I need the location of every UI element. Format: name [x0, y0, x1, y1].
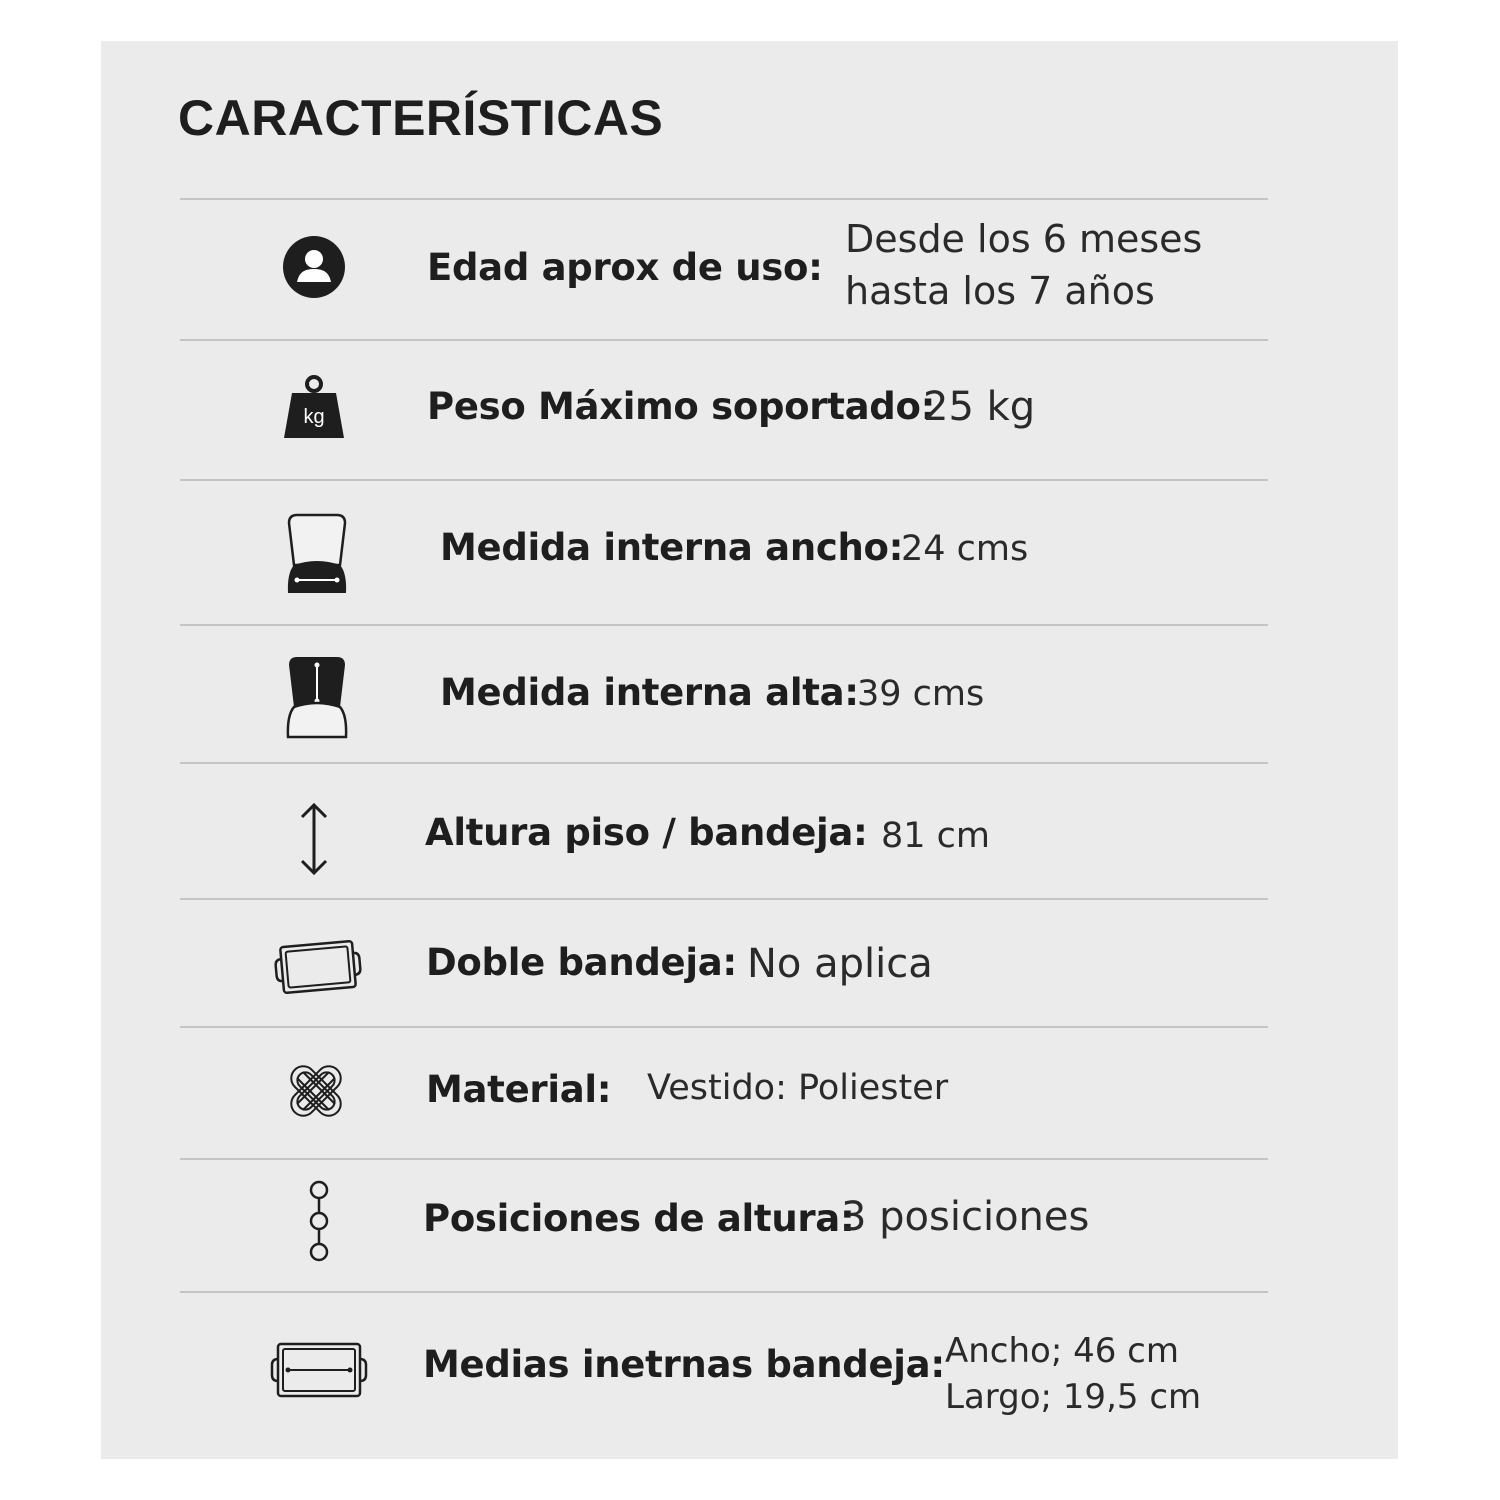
feature-label: Edad aprox de uso:: [427, 246, 823, 289]
feature-label: Posiciones de altura:: [423, 1197, 855, 1240]
divider: [180, 479, 1268, 481]
svg-text:kg: kg: [303, 406, 325, 428]
feature-label: Peso Máximo soportado:: [427, 385, 936, 428]
divider: [180, 1158, 1268, 1160]
feature-value-line: Largo; 19,5 cm: [945, 1377, 1202, 1417]
feature-value: No aplica: [747, 941, 933, 987]
feature-value: Vestido: Poliester: [647, 1068, 949, 1108]
feature-label: Medida interna ancho:: [440, 526, 904, 569]
vertical-arrow-icon: [298, 802, 330, 876]
feature-value: 3 posiciones: [841, 1194, 1090, 1240]
divider: [180, 339, 1268, 341]
tray-dimensions-icon: [270, 1341, 368, 1399]
feature-value: 81 cm: [881, 816, 990, 856]
seat-width-icon: [285, 513, 349, 597]
feature-value: [945, 1328, 1201, 1420]
feature-value-line: Desde los 6 meses: [845, 217, 1203, 261]
divider: [180, 1291, 1268, 1293]
height-positions-icon: [307, 1180, 331, 1264]
feature-label: Medias inetrnas bandeja:: [423, 1343, 945, 1386]
feature-value: [845, 213, 1202, 317]
feature-value-line: Ancho; 46 cm: [945, 1331, 1179, 1371]
feature-value: 24 cms: [901, 529, 1029, 569]
features-panel: [101, 41, 1398, 1459]
feature-label: Medida interna alta:: [440, 671, 859, 714]
divider: [180, 198, 1268, 200]
fabric-knot-icon: [283, 1058, 349, 1124]
feature-value: 39 cms: [857, 674, 985, 714]
feature-label: Doble bandeja:: [426, 941, 737, 984]
divider: [180, 762, 1268, 764]
feature-value: 25 kg: [923, 384, 1036, 430]
person-icon: [283, 236, 345, 298]
page-title: CARACTERÍSTICAS: [178, 90, 664, 146]
tray-icon: [274, 936, 362, 998]
feature-value-line: hasta los 7 años: [845, 269, 1155, 313]
feature-label: Material:: [426, 1068, 612, 1111]
weight-kg-icon: [283, 375, 345, 439]
divider: [180, 624, 1268, 626]
seat-height-icon: [285, 655, 349, 741]
divider: [180, 898, 1268, 900]
feature-label: Altura piso / bandeja:: [425, 811, 868, 854]
divider: [180, 1026, 1268, 1028]
